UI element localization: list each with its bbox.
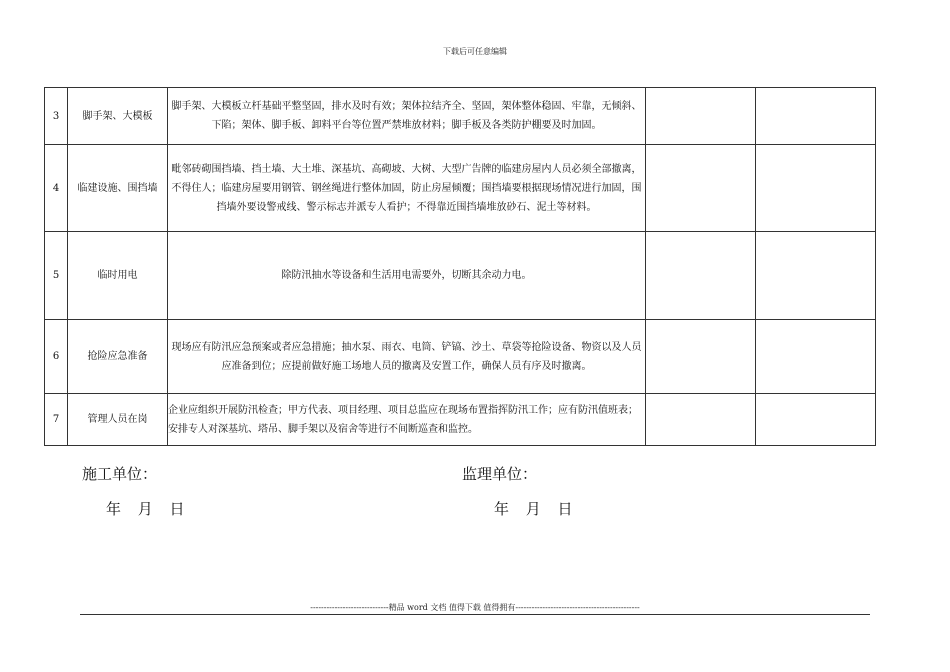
row-number: 4 bbox=[45, 145, 68, 232]
footer-divider bbox=[80, 614, 870, 615]
table-row bbox=[45, 145, 876, 232]
row-remark-cell bbox=[756, 320, 876, 394]
page-header: 下载后可任意编辑 bbox=[443, 47, 507, 56]
row-result-cell bbox=[646, 320, 756, 394]
row-number: 6 bbox=[45, 320, 68, 394]
row-result-cell bbox=[646, 394, 756, 446]
row-requirement: 除防汛抽水等设备和生活用电需要外，切断其余动力电。 bbox=[168, 232, 646, 320]
row-requirement: 毗邻砖砌围挡墙、挡土墙、大土堆、深基坑、高砌坡、大树、大型广告牌的临建房屋内人员必须全部撤离，不得住人；临建房屋要用钢管、钢丝绳进行整体加固，防止房屋倾覆；围挡墙要根据现场情况进行加固，围挡墙外要设警戒线、警示标志并派专人看护；不得靠近围挡墙堆放砂石、泥土等材料。 bbox=[168, 145, 646, 232]
inspection-table bbox=[44, 87, 876, 446]
row-remark-cell bbox=[756, 88, 876, 145]
row-remark-cell bbox=[756, 145, 876, 232]
table-row bbox=[45, 232, 876, 320]
row-result-cell bbox=[646, 145, 756, 232]
table-row bbox=[45, 320, 876, 394]
row-requirement: 企业应组织开展防汛检查；甲方代表、项目经理、项目总监应在现场布置指挥防汛工作；应有防汛值班表；安排专人对深基坑、塔吊、脚手架以及宿舍等进行不间断巡查和监控。 bbox=[168, 394, 646, 446]
row-number: 7 bbox=[45, 394, 68, 446]
row-number: 3 bbox=[45, 88, 68, 145]
supervision-unit-label: 监理单位： bbox=[462, 465, 538, 483]
row-item: 脚手架、大模板 bbox=[68, 88, 168, 145]
date-left: 年 月 日 bbox=[106, 500, 185, 518]
row-requirement: 脚手架、大模板立杆基础平整坚固，排水及时有效；架体拉结齐全、坚固，架体整体稳固、牢靠，无倾斜、下陷；架体、脚手板、卸料平台等位置严禁堆放材料；脚手板及各类防护棚要及时加固。 bbox=[168, 88, 646, 145]
row-item: 临建设施、围挡墙 bbox=[68, 145, 168, 232]
row-item: 临时用电 bbox=[68, 232, 168, 320]
row-result-cell bbox=[646, 232, 756, 320]
row-item: 抢险应急准备 bbox=[68, 320, 168, 394]
row-requirement: 现场应有防汛应急预案或者应急措施；抽水泵、雨衣、电筒、铲镐、沙土、草袋等抢险设备、物资以及人员应准备到位；应提前做好施工场地人员的撤离及安置工作，确保人员有序及时撤离。 bbox=[168, 320, 646, 394]
construction-unit-label: 施工单位： bbox=[82, 465, 158, 483]
row-number: 5 bbox=[45, 232, 68, 320]
footer-text: -----------------------------精品 word 文档 值得下载 值得拥有---------------------------------------------- bbox=[310, 603, 640, 612]
row-remark-cell bbox=[756, 232, 876, 320]
date-right: 年 月 日 bbox=[494, 500, 573, 518]
row-item: 管理人员在岗 bbox=[68, 394, 168, 446]
table-row bbox=[45, 394, 876, 446]
table-row bbox=[45, 88, 876, 145]
row-remark-cell bbox=[756, 394, 876, 446]
row-result-cell bbox=[646, 88, 756, 145]
